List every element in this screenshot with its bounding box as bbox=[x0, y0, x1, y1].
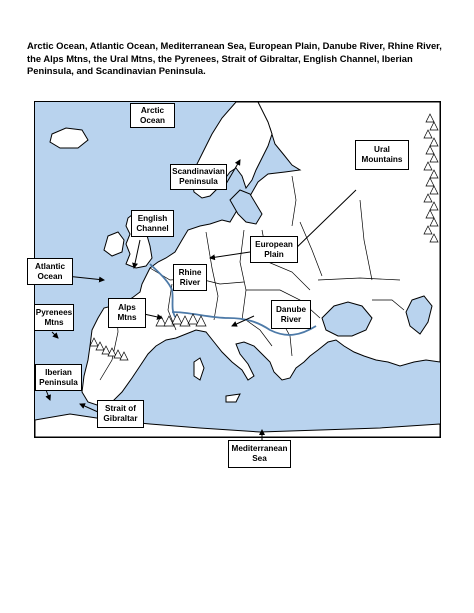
label-english-channel: English Channel bbox=[131, 210, 174, 237]
label-alps-mtns: Alps Mtns bbox=[108, 298, 146, 328]
label-mediterranean-sea: Mediterranean Sea bbox=[228, 440, 291, 468]
label-ural-mountains: Ural Mountains bbox=[355, 140, 409, 170]
instructions-text: Arctic Ocean, Atlantic Ocean, Mediterranean Sea, European Plain, Danube River, Rhine River, the Alps Mtns, the Ural Mtns, the Pyrenees, Strait of Gibraltar, English Channel, Iberian Peninsula, and Scandinavian Peninsula. bbox=[27, 40, 442, 76]
label-strait-of-gibraltar: Strait of Gibraltar bbox=[97, 400, 144, 428]
label-rhine-river: Rhine River bbox=[173, 264, 207, 291]
label-european-plain: European Plain bbox=[250, 236, 298, 263]
label-arctic-ocean: Arctic Ocean bbox=[130, 103, 175, 128]
label-iberian-peninsula: Iberian Peninsula bbox=[35, 364, 82, 391]
label-danube-river: Danube River bbox=[271, 300, 311, 329]
label-pyrenees-mtns: Pyrenees Mtns bbox=[34, 304, 74, 331]
label-atlantic-ocean: Atlantic Ocean bbox=[27, 258, 73, 285]
label-scandinavian-peninsula: Scandinavian Peninsula bbox=[170, 164, 227, 190]
